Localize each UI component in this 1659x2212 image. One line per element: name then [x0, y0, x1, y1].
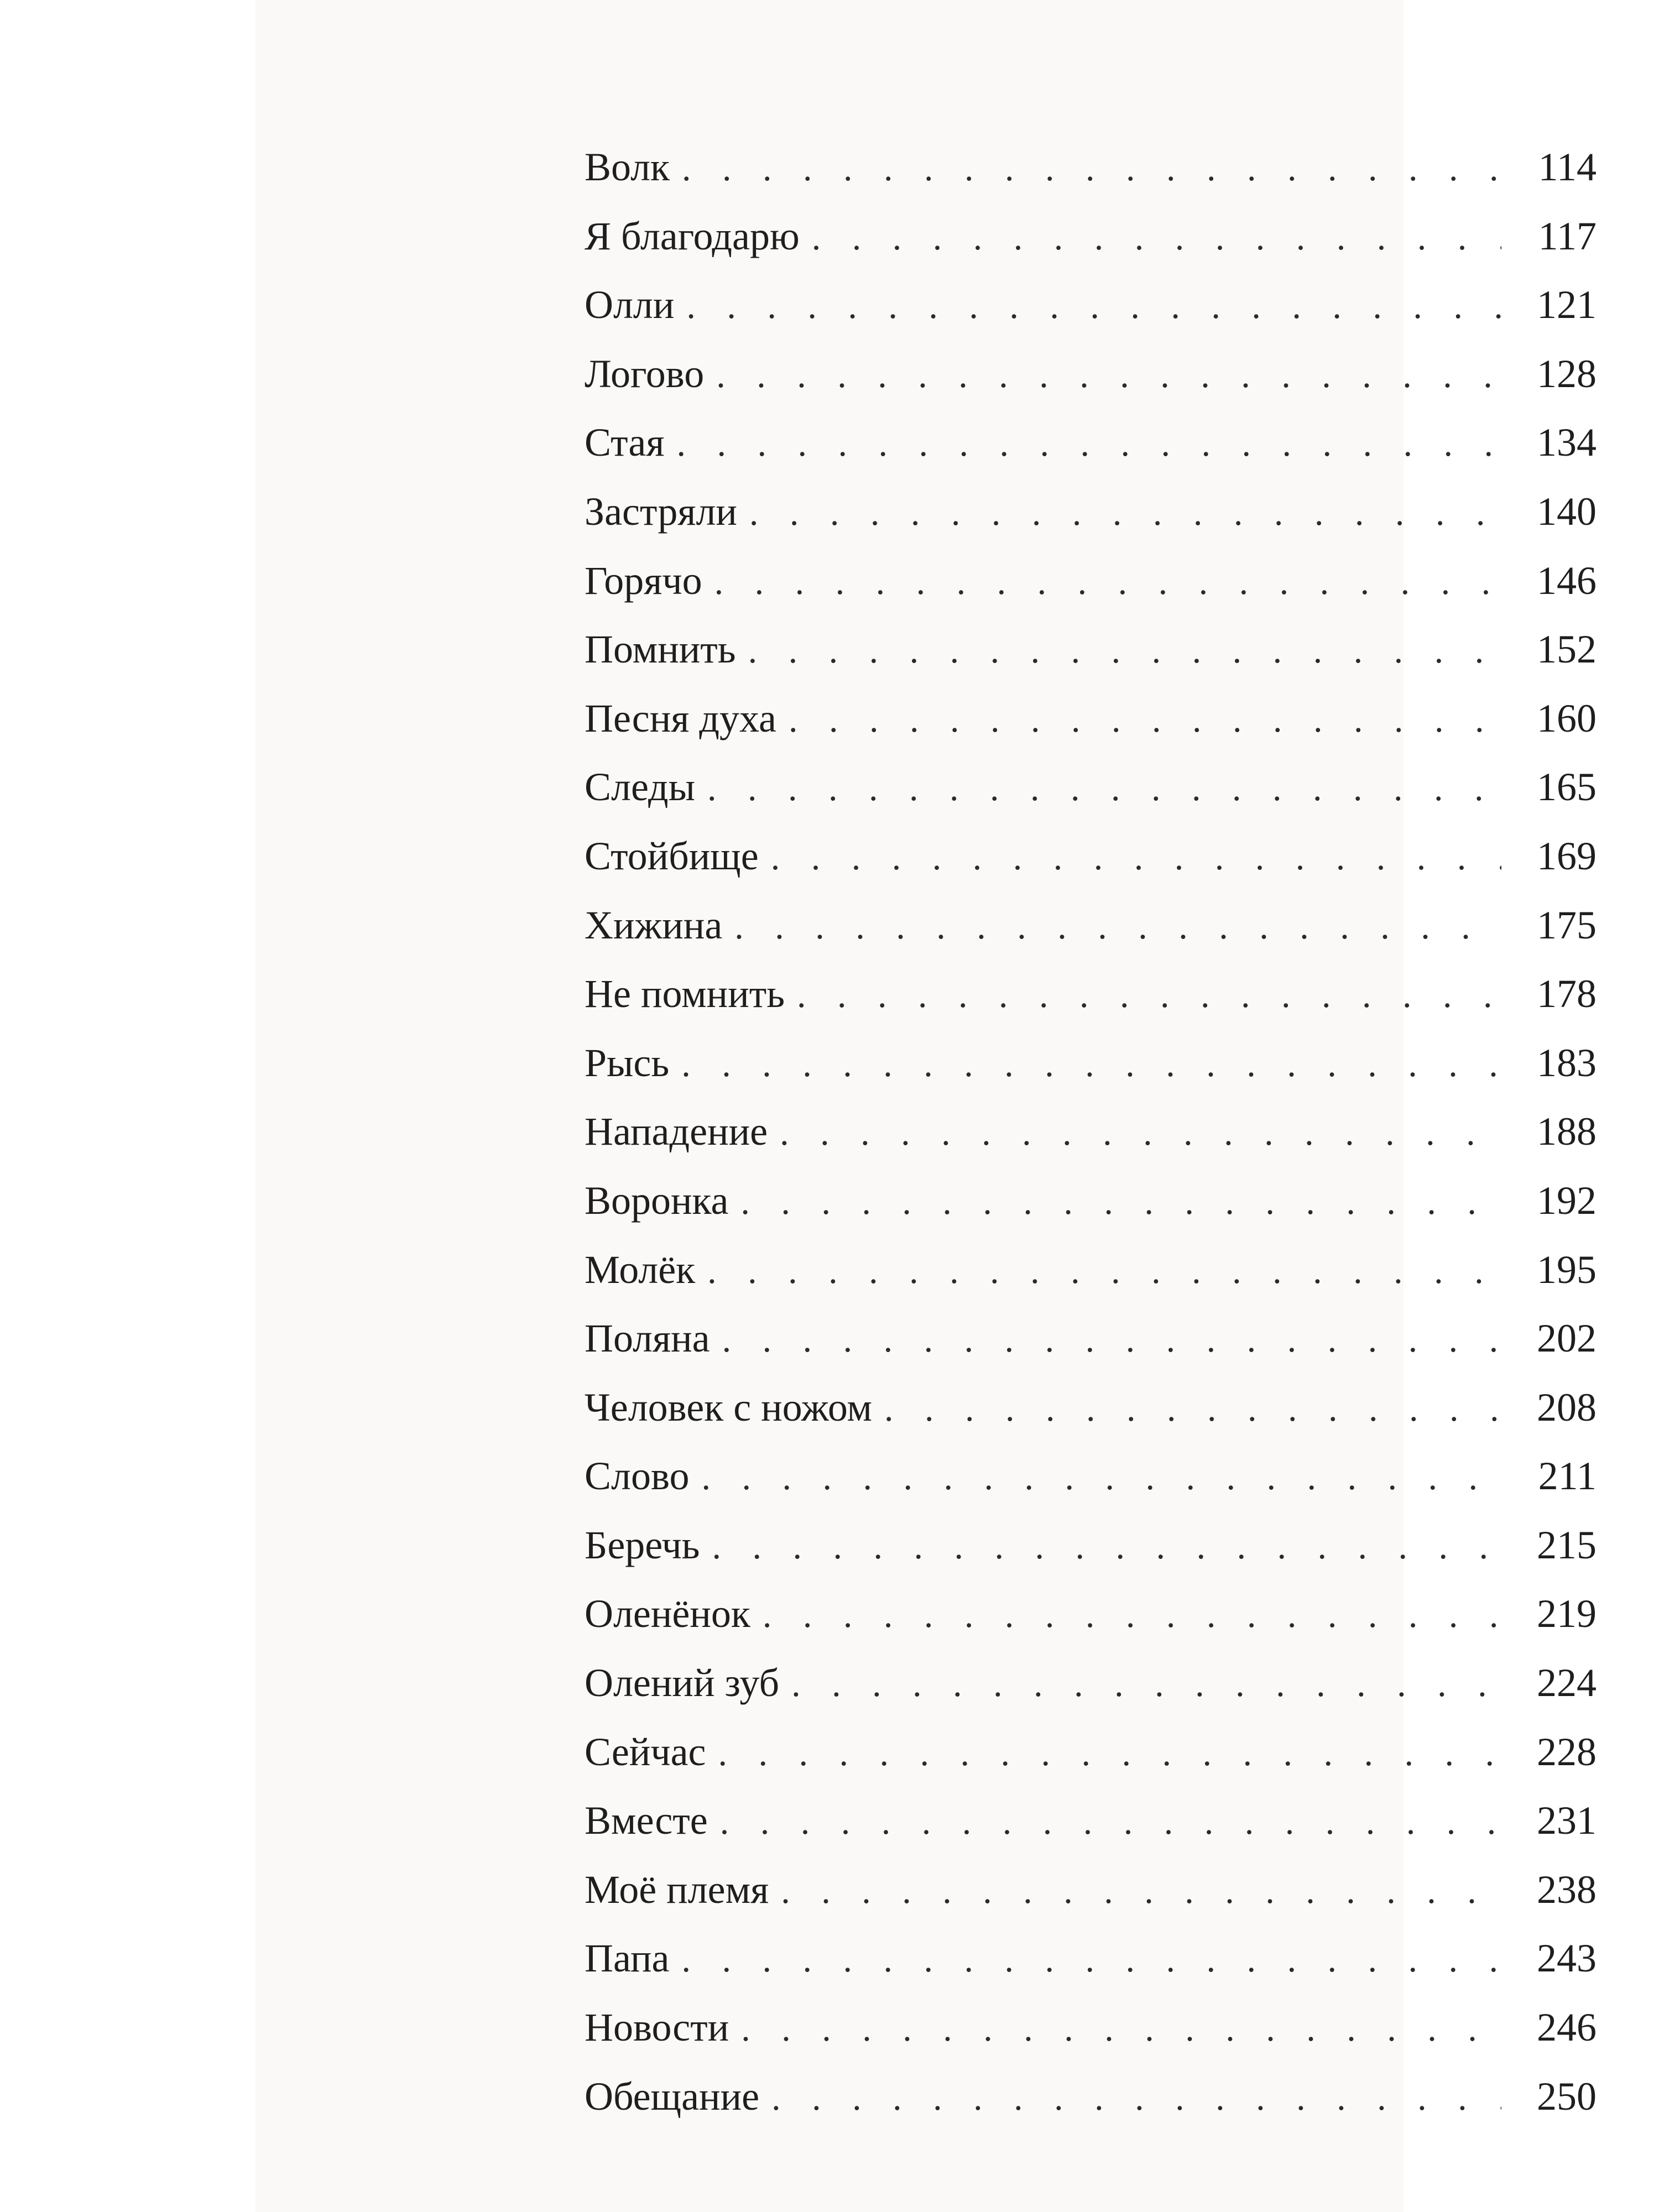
toc-entry-page: 160: [1537, 696, 1597, 740]
toc-leader-dots: [707, 754, 1501, 823]
toc-entry-page: 231: [1537, 1798, 1597, 1843]
toc-entry: [585, 891, 1597, 960]
toc-leader-dots: [780, 1099, 1501, 1168]
toc-entry-page: 219: [1537, 1592, 1597, 1636]
toc-leader-dots: [720, 1788, 1501, 1857]
toc-leader-dots: [734, 893, 1501, 962]
toc-entry-title: Вместе: [585, 1798, 708, 1843]
toc-entry: [585, 959, 1597, 1029]
toc-entry: [585, 1786, 1597, 1855]
toc-entry: [585, 408, 1597, 477]
toc-entry-page: 140: [1537, 489, 1597, 534]
toc-entry: [585, 753, 1597, 822]
toc-leader-dots: [716, 341, 1501, 410]
toc-entry: [585, 1718, 1597, 1787]
toc-entry-page: 243: [1537, 1936, 1597, 1981]
toc-entry: [585, 133, 1597, 202]
toc-entry-page: 250: [1537, 2074, 1597, 2119]
toc-entry-title: Поляна: [585, 1316, 710, 1361]
toc-entry-page: 169: [1537, 833, 1597, 878]
toc-entry-title: Помнить: [585, 627, 736, 672]
toc-entry: [585, 546, 1597, 615]
toc-entry: [585, 1029, 1597, 1098]
toc-entry: [585, 1442, 1597, 1511]
toc-leader-dots: [771, 2064, 1501, 2133]
toc-entry-title: Не помнить: [585, 972, 785, 1016]
toc-entry-title: Моё племя: [585, 1867, 769, 1912]
toc-entry-title: Олений зуб: [585, 1661, 780, 1705]
toc-entry-page: 246: [1537, 2005, 1597, 2050]
toc-entry-title: Человек с ножом: [585, 1385, 873, 1430]
toc-entry-title: Стойбище: [585, 833, 759, 878]
toc-entry-page: 114: [1538, 145, 1597, 189]
toc-entry-page: 211: [1538, 1454, 1597, 1499]
toc-entry: [585, 340, 1597, 409]
toc-leader-dots: [741, 1995, 1501, 2064]
toc-leader-dots: [677, 410, 1502, 479]
toc-entry-page: 238: [1537, 1867, 1597, 1912]
toc-entry-title: Волк: [585, 145, 670, 189]
toc-entry-title: Застряли: [585, 489, 737, 534]
toc-entry-page: 165: [1537, 765, 1597, 810]
toc-leader-dots: [718, 1719, 1501, 1788]
toc-entry-title: Обещание: [585, 2074, 760, 2119]
toc-entry-page: 121: [1537, 283, 1597, 327]
toc-entry: [585, 1924, 1597, 1993]
toc-entry: [585, 1855, 1597, 1924]
toc-entry-title: Оленёнок: [585, 1592, 750, 1636]
toc-entry-title: Новости: [585, 2005, 729, 2050]
toc-entry: [585, 270, 1597, 340]
toc-leader-dots: [712, 1512, 1501, 1582]
toc-entry: [585, 615, 1597, 684]
toc-entry: [585, 1097, 1597, 1166]
toc-entry-title: Воронка: [585, 1178, 729, 1223]
toc-entry-title: Следы: [585, 765, 695, 810]
toc-entry-page: 208: [1537, 1385, 1597, 1430]
toc-entry-page: 134: [1537, 420, 1597, 465]
toc-entry: [585, 1579, 1597, 1648]
toc-entry-title: Беречь: [585, 1522, 700, 1567]
toc-entry-title: Логово: [585, 351, 705, 396]
toc-entry-page: 183: [1537, 1040, 1597, 1085]
toc-leader-dots: [748, 617, 1501, 686]
toc-entry-page: 128: [1537, 351, 1597, 396]
toc-leader-dots: [884, 1375, 1501, 1444]
toc-leader-dots: [797, 961, 1501, 1030]
toc-entry: [585, 1166, 1597, 1235]
toc-entry-title: Папа: [585, 1936, 670, 1981]
toc-entry-title: Рысь: [585, 1040, 670, 1085]
toc-leader-dots: [740, 1168, 1501, 1237]
toc-entry-page: 228: [1537, 1729, 1597, 1774]
toc-leader-dots: [791, 1650, 1501, 1719]
toc-leader-dots: [749, 479, 1501, 548]
toc-entry-page: 117: [1538, 213, 1597, 258]
toc-leader-dots: [682, 134, 1501, 204]
toc-entry: [585, 1993, 1597, 2062]
toc-entry-page: 192: [1537, 1178, 1597, 1223]
toc-entry: [585, 1235, 1597, 1305]
toc-entry: [585, 2062, 1597, 2131]
toc-entry: [585, 477, 1597, 546]
table-of-contents: [585, 133, 1597, 2131]
toc-entry-page: 224: [1537, 1661, 1597, 1705]
toc-entry-page: 178: [1537, 972, 1597, 1016]
toc-leader-dots: [686, 272, 1501, 341]
toc-entry: [585, 1511, 1597, 1580]
toc-entry-page: 175: [1537, 902, 1597, 947]
toc-leader-dots: [707, 1237, 1501, 1306]
toc-entry-title: Олли: [585, 283, 675, 327]
toc-entry: [585, 822, 1597, 891]
toc-entry-title: Я благодарю: [585, 213, 800, 258]
toc-entry-page: 146: [1537, 558, 1597, 603]
toc-entry: [585, 1648, 1597, 1718]
toc-leader-dots: [789, 686, 1501, 755]
toc-leader-dots: [771, 823, 1501, 893]
toc-entry-page: 195: [1537, 1247, 1597, 1292]
toc-leader-dots: [701, 1443, 1501, 1512]
toc-entry-title: Стая: [585, 420, 665, 465]
toc-leader-dots: [681, 1030, 1501, 1099]
toc-entry-title: Слово: [585, 1454, 690, 1499]
toc-leader-dots: [763, 1581, 1501, 1650]
toc-entry-title: Молёк: [585, 1247, 696, 1292]
toc-entry: [585, 684, 1597, 753]
toc-entry-title: Сейчас: [585, 1729, 706, 1774]
toc-leader-dots: [722, 1306, 1501, 1375]
toc-entry-title: Нападение: [585, 1109, 768, 1154]
toc-entry-page: 188: [1537, 1109, 1597, 1154]
toc-entry: [585, 1373, 1597, 1442]
toc-leader-dots: [812, 204, 1501, 273]
toc-entry-title: Хижина: [585, 902, 723, 947]
toc-leader-dots: [781, 1857, 1501, 1926]
book-page: [255, 0, 1597, 2212]
toc-entry-title: Песня духа: [585, 696, 776, 740]
toc-entry-page: 202: [1537, 1316, 1597, 1361]
toc-leader-dots: [714, 548, 1501, 617]
toc-entry-title: Горячо: [585, 558, 702, 603]
toc-leader-dots: [682, 1926, 1502, 1995]
toc-entry-page: 215: [1537, 1522, 1597, 1567]
toc-entry: [585, 1304, 1597, 1373]
toc-entry-page: 152: [1537, 627, 1597, 672]
toc-entry: [585, 202, 1597, 271]
